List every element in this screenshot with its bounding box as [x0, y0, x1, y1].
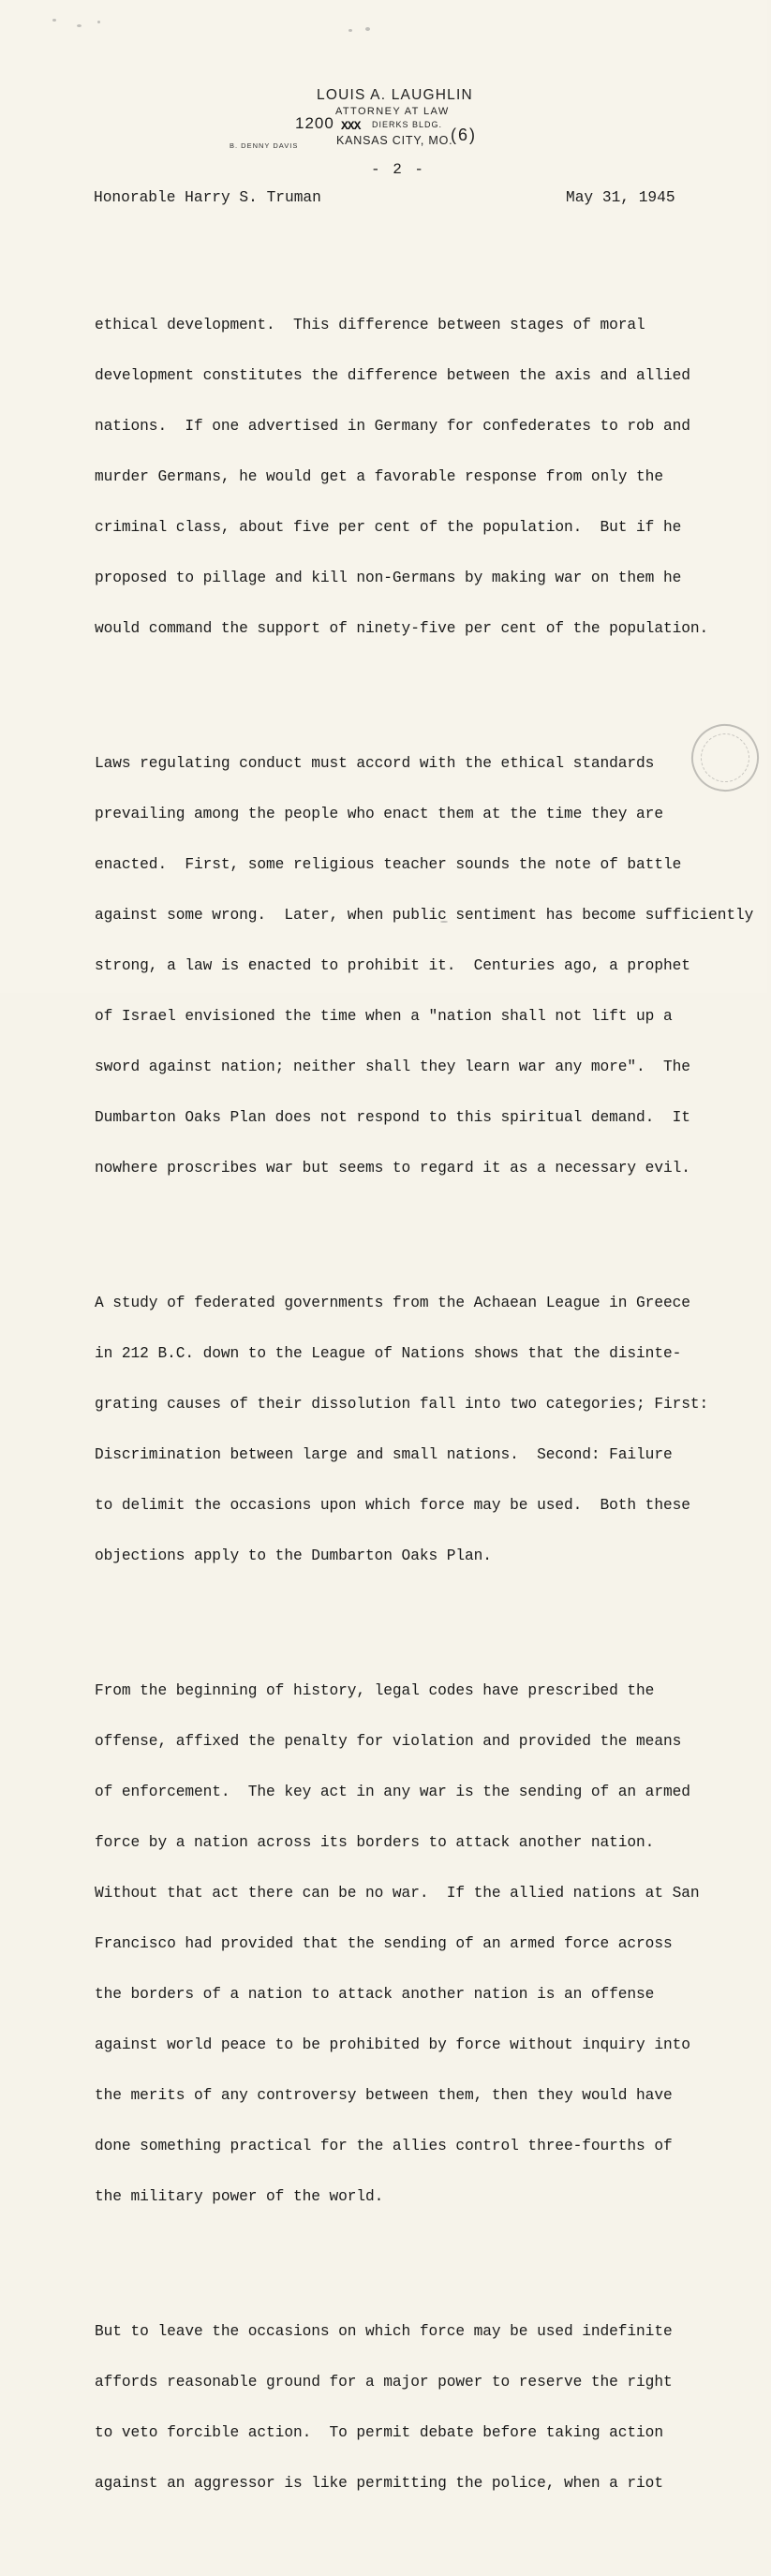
text-line: proposed to pillage and kill non-Germans by making war on them he — [95, 570, 682, 586]
text-line: enacted. First, some religious teacher sounds the note of battle — [95, 856, 682, 873]
text-line: against some wrong. Later, when public sentiment has become sufficiently — [95, 907, 754, 924]
text-line: A study of federated governments from the Achaean League in Greece — [95, 1295, 690, 1311]
paragraph — [95, 283, 762, 671]
text-line: the borders of a nation to attack another nation is an offense — [95, 1986, 655, 2003]
text-line: strong, a law is enacted to prohibit it. Centuries ago, a prophet — [95, 957, 690, 974]
text-line: But to leave the occasions on which force may be used indefinite — [95, 2323, 673, 2340]
letterhead-building: DIERKS BLDG. — [372, 120, 443, 129]
text-line: the merits of any controversy between them, then they would have — [95, 2087, 673, 2104]
text-line: to delimit the occasions upon which force may be used. Both these — [95, 1497, 690, 1514]
text-line: to veto forcible action. To permit debate before taking action — [95, 2424, 663, 2441]
text-line: Laws regulating conduct must accord with the ethical standards — [95, 755, 655, 772]
letterhead-struck-text: XXX — [341, 119, 361, 133]
text-line: affords reasonable ground for a major power to reserve the right — [95, 2374, 673, 2391]
text-line: sword against nation; neither shall they learn war any more". The — [95, 1059, 690, 1075]
text-line: Discrimination between large and small nations. Second: Failure — [95, 1446, 673, 1463]
text-line: criminal class, about five per cent of the population. But if he — [95, 519, 682, 536]
letterhead-name: LOUIS A. LAUGHLIN — [317, 87, 473, 103]
paragraph — [95, 721, 762, 1210]
text-line: murder Germans, he would get a favorable response from only the — [95, 468, 663, 485]
letter-body — [95, 249, 762, 2576]
text-line: ethical development. This difference between stages of moral — [95, 317, 645, 333]
scan-speck — [52, 19, 56, 22]
scan-speck — [97, 21, 100, 23]
text-line: objections apply to the Dumbarton Oaks Plan. — [95, 1547, 492, 1564]
letterhead-building-number: 1200 — [295, 114, 334, 132]
text-line: the military power of the world. — [95, 2188, 384, 2205]
scan-speck — [77, 24, 82, 27]
scan-speck — [348, 29, 352, 32]
text-line: force by a nation across its borders to attack another nation. — [95, 1834, 655, 1851]
text-line: Dumbarton Oaks Plan does not respond to this spiritual demand. It — [95, 1109, 690, 1126]
paragraph — [95, 1261, 762, 1598]
text-line: of Israel envisioned the time when a "nation shall not lift up a — [95, 1008, 673, 1025]
text-line: against world peace to be prohibited by force without inquiry into — [95, 2036, 690, 2053]
letterhead-associate: B. DENNY DAVIS — [230, 141, 299, 150]
text-line: would command the support of ninety-five per cent of the population. — [95, 620, 709, 637]
scan-speck — [365, 27, 370, 31]
letterhead-city: KANSAS CITY, MO. — [336, 134, 453, 147]
text-line: against an aggressor is like permitting the police, when a riot — [95, 2475, 663, 2492]
addressee: Honorable Harry S. Truman — [94, 189, 321, 206]
text-line: offense, affixed the penalty for violation and provided the means — [95, 1733, 682, 1750]
text-line: Francisco had provided that the sending of an armed force across — [95, 1935, 673, 1952]
text-line: Without that act there can be no war. If the allied nations at San — [95, 1885, 700, 1902]
text-line: nations. If one advertised in Germany for confederates to rob and — [95, 418, 690, 435]
text-line: in 212 B.C. down to the League of Nations shows that the disinte- — [95, 1345, 682, 1362]
page-number: - 2 - — [371, 161, 426, 178]
text-line: done something practical for the allies control three-fourths of — [95, 2138, 673, 2154]
letterhead-postal-zone: (6) — [451, 126, 477, 144]
paragraph — [95, 2289, 762, 2525]
text-line: From the beginning of history, legal codes have prescribed the — [95, 1682, 655, 1699]
letterhead-title: ATTORNEY AT LAW — [335, 106, 450, 117]
archive-stamp-ring — [692, 725, 758, 791]
text-line: prevailing among the people who enact them at the time they are — [95, 806, 663, 822]
text-line: of enforcement. The key act in any war is the sending of an armed — [95, 1784, 690, 1800]
text-line: nowhere proscribes war but seems to regard it as a necessary evil. — [95, 1160, 690, 1177]
letter-date: May 31, 1945 — [566, 189, 675, 206]
paragraph — [95, 1649, 762, 2239]
text-line: grating causes of their dissolution fall into two categories; First: — [95, 1396, 709, 1413]
text-line: development constitutes the difference between the axis and allied — [95, 367, 690, 384]
